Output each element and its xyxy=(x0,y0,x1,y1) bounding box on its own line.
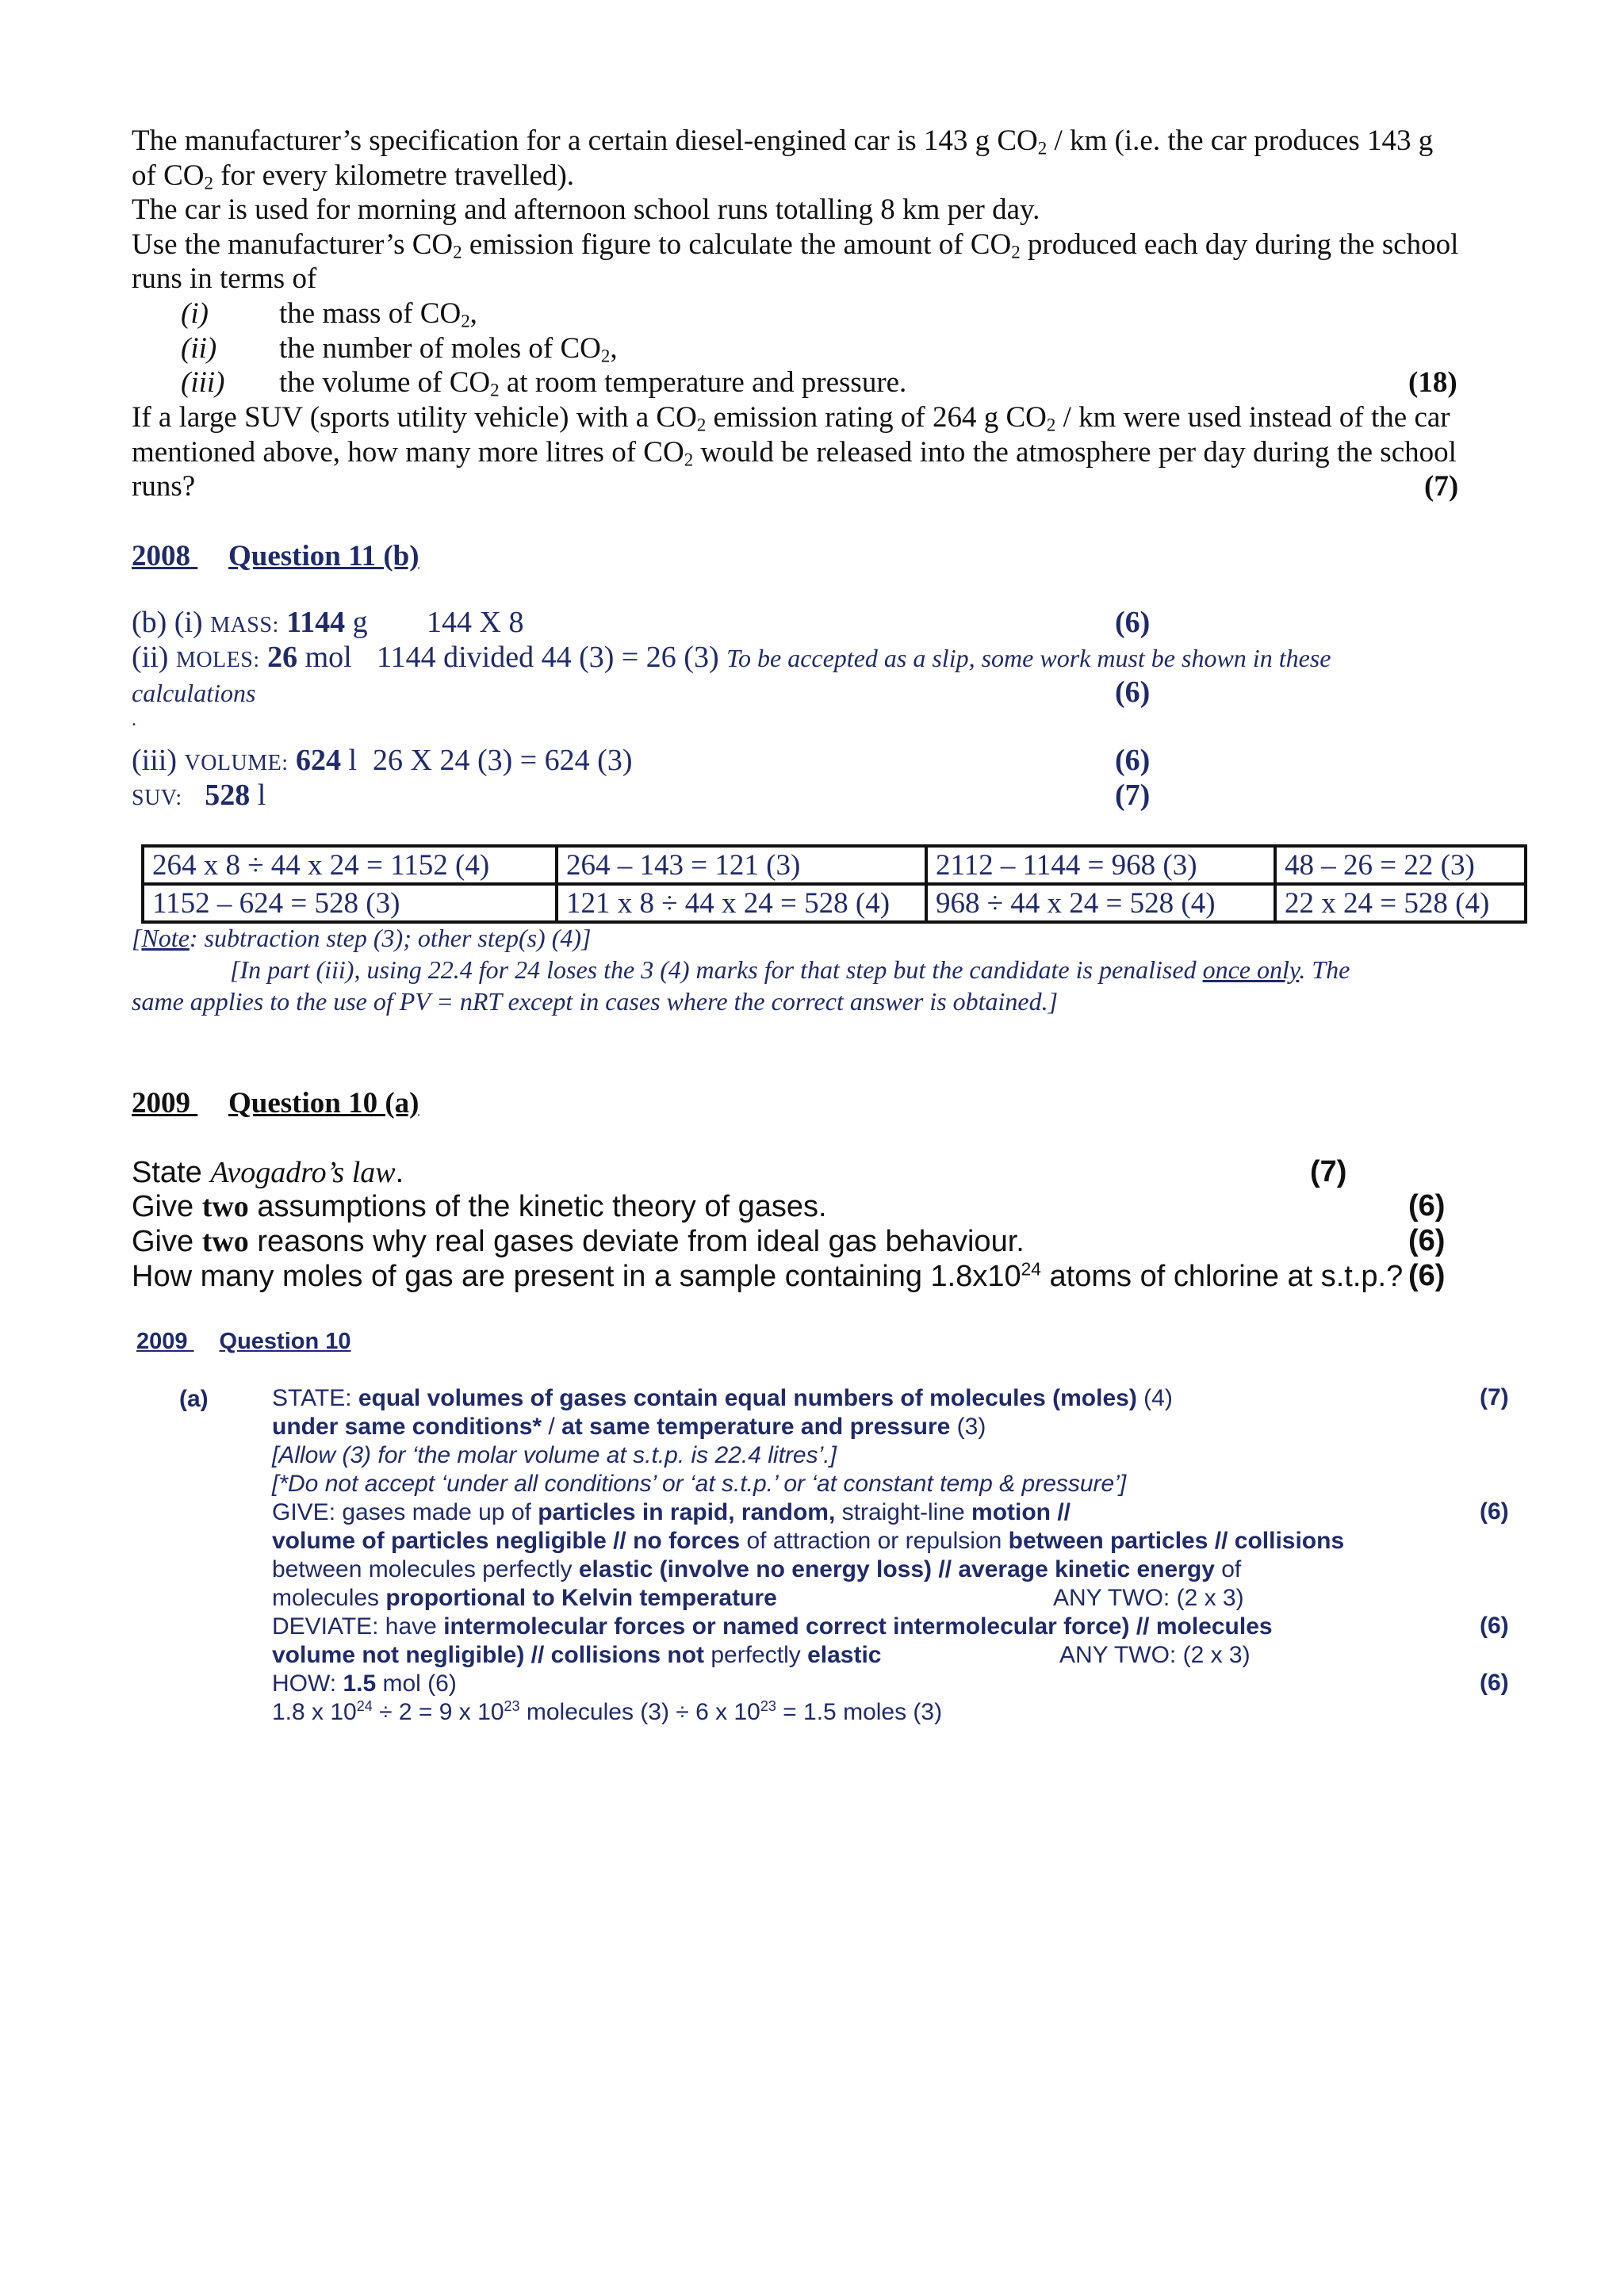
answer-2009-row-11: HOW: 1.5 mol (6) xyxy=(272,1670,457,1697)
answer-moles-mark: (6) xyxy=(1115,675,1151,709)
question-2009-give-mark: (6) xyxy=(1408,1189,1446,1223)
table-cell: 264 x 8 ÷ 44 x 24 = 1152 (4) xyxy=(143,846,557,884)
answer-mass: (b) (i) MASS: 1144 g xyxy=(132,606,368,639)
answer-2009-row-12: 1.8 x $10^{24} \div 2 = 9$ x $10^{23}$ molecules (3) ÷ 6 x $10^{23} = 1.5$ moles (3) xyxy=(272,1698,943,1725)
answer-2009-any-two-2: ANY TWO: (2 x 3) xyxy=(1059,1642,1251,1668)
answer-moles-working: 1144 divided 44 (3) = 26 (3) To be accepted as a slip, some work must be shown in these xyxy=(377,641,1331,674)
marking-note-2: [In part (iii), using 22.4 for 24 loses the 3 (4) marks for that step but the candidate is penalised once only. The xyxy=(230,955,1350,984)
marking-note-3: same applies to the use of PV = nRT except in cases where the correct answer is obtained.] xyxy=(132,987,1059,1016)
marking-note: [Note: subtraction step (3); other step(s) (4)] xyxy=(132,924,592,952)
answer-2009-mark-7: (7) xyxy=(1480,1384,1509,1410)
table-cell: 22 x 24 = 528 (4) xyxy=(1275,884,1526,922)
answer-moles-note-cont: calculations xyxy=(132,679,256,707)
question-2008-part-i-text: the mass of $CO_2$, xyxy=(279,297,477,331)
answer-2009-mark-give: (6) xyxy=(1480,1498,1509,1525)
heading-2009-question: 2009 Question 10 (a) xyxy=(132,1087,419,1119)
answer-2009-row-4: [*Do not accept ‘under all conditions’ or ‘at s.t.p.’ or ‘at constant temp & pressure’] xyxy=(272,1471,1127,1497)
question-2009-deviate: Give two reasons why real gases deviate from ideal gas behaviour. xyxy=(132,1225,1025,1258)
question-2008-part-i: (i) xyxy=(181,297,209,330)
table-row xyxy=(143,846,1526,884)
answer-volume: (iii) VOLUME: 624 l xyxy=(132,744,358,777)
table-cell: 264 – 143 = 121 (3) xyxy=(557,846,926,884)
answer-2009-mark-deviate: (6) xyxy=(1480,1613,1509,1639)
answer-2009-row-2: under same conditions* / at same temperature and pressure (3) xyxy=(272,1414,986,1440)
answer-mass-mark: (6) xyxy=(1115,606,1151,639)
table-row xyxy=(143,884,1526,922)
table-cell: 1152 – 624 = 528 (3) xyxy=(143,884,557,922)
answer-2009-row-6: volume of particles negligible // no forces of attraction or repulsion between particles // collisions xyxy=(272,1528,1345,1554)
answer-volume-working: 26 X 24 (3) = 624 (3) xyxy=(373,744,633,777)
stray-dot: . xyxy=(132,710,136,730)
answer-2009-row-10: volume not negligible) // collisions not perfectly elastic xyxy=(272,1642,882,1668)
table-cell: 968 ÷ 44 x 24 = 528 (4) xyxy=(926,884,1275,922)
table-cell: 121 x 8 ÷ 44 x 24 = 528 (4) xyxy=(557,884,926,922)
heading-2008: 2008 Question 11 (b) xyxy=(132,540,419,572)
question-2008-line-8: runs? xyxy=(132,470,196,503)
question-2008-line-7: mentioned above, how many more litres of $CO_2$ would be released into the atmosphere per day during the school xyxy=(132,436,1457,470)
suv-methods-table xyxy=(141,844,1527,924)
answer-volume-mark: (6) xyxy=(1115,744,1151,777)
answer-2009-any-two-1: ANY TWO: (2 x 3) xyxy=(1053,1585,1244,1611)
question-2009-how: How many moles of gas are present in a sample containing $1.8x10^{24}$ atoms of chlorine at s.t.p.? xyxy=(132,1258,1404,1293)
question-2008-line-2: of $CO_2$ for every kilometre travelled). xyxy=(132,159,575,193)
question-2008-line-4: Use the manufacturer’s $CO_2$ emission figure to calculate the amount of $CO_2$ produced each day during the school xyxy=(132,228,1459,262)
table-cell: 2112 – 1144 = 968 (3) xyxy=(926,846,1275,884)
question-2009-deviate-mark: (6) xyxy=(1408,1224,1446,1257)
question-2008-line-6: If a large SUV (sports utility vehicle) with a $CO_2$ emission rating of 264 g $CO_2$ / km were used instead of the car xyxy=(132,401,1450,435)
question-2009-state: State Avogadro’s law. xyxy=(132,1156,404,1189)
answer-2009-row-3: [Allow (3) for ‘the molar volume at s.t.p. is 22.4 litres’.] xyxy=(272,1442,837,1468)
question-2008-line-1: The manufacturer’s specification for a certain diesel-engined car is 143 g $CO_2$ / km (i.e. the car produces 143 g xyxy=(132,124,1434,159)
answer-mass-working: 144 X 8 xyxy=(427,606,524,639)
question-2008-line-5: runs in terms of xyxy=(132,262,317,295)
answer-2009-row-1: STATE: equal volumes of gases contain equal numbers of molecules (moles) (4) xyxy=(272,1385,1173,1411)
answer-2009-row-5: GIVE: gases made up of particles in rapid, random, straight-line motion // xyxy=(272,1499,1071,1525)
answer-part-a: (a) xyxy=(179,1386,209,1412)
question-2009-how-mark: (6) xyxy=(1408,1259,1446,1292)
answer-2009-row-7: between molecules perfectly elastic (involve no energy loss) // average kinetic energy of xyxy=(272,1556,1242,1582)
question-2009-state-mark: (7) xyxy=(1310,1155,1347,1188)
question-2008-line-3: The car is used for morning and afternoon school runs totalling 8 km per day. xyxy=(132,193,1040,226)
question-2008-part-iii: (iii) xyxy=(181,366,225,399)
question-2008-part-ii-text: the number of moles of $CO_2$, xyxy=(279,332,618,366)
question-2008-part-iii-text: the volume of $CO_2$ at room temperature and pressure. xyxy=(279,366,907,400)
answer-2009-mark-how: (6) xyxy=(1480,1670,1509,1696)
answer-suv-mark: (7) xyxy=(1115,779,1151,812)
question-2008-part-ii: (ii) xyxy=(181,332,217,365)
answer-2009-row-8: molecules proportional to Kelvin temperature xyxy=(272,1585,777,1611)
heading-2009-answer: 2009 Question 10 xyxy=(136,1329,351,1354)
marks-18: (18) xyxy=(1408,366,1457,399)
answer-suv: SUV: 528 l xyxy=(132,779,266,812)
answer-moles: (ii) MOLES: 26 mol xyxy=(132,641,352,674)
question-2009-give: Give two assumptions of the kinetic theory of gases. xyxy=(132,1190,827,1223)
answer-2009-row-9: DEVIATE: have intermolecular forces or named correct intermolecular force) // molecules xyxy=(272,1613,1273,1640)
marks-7: (7) xyxy=(1424,470,1459,503)
table-cell: 48 – 26 = 22 (3) xyxy=(1275,846,1526,884)
